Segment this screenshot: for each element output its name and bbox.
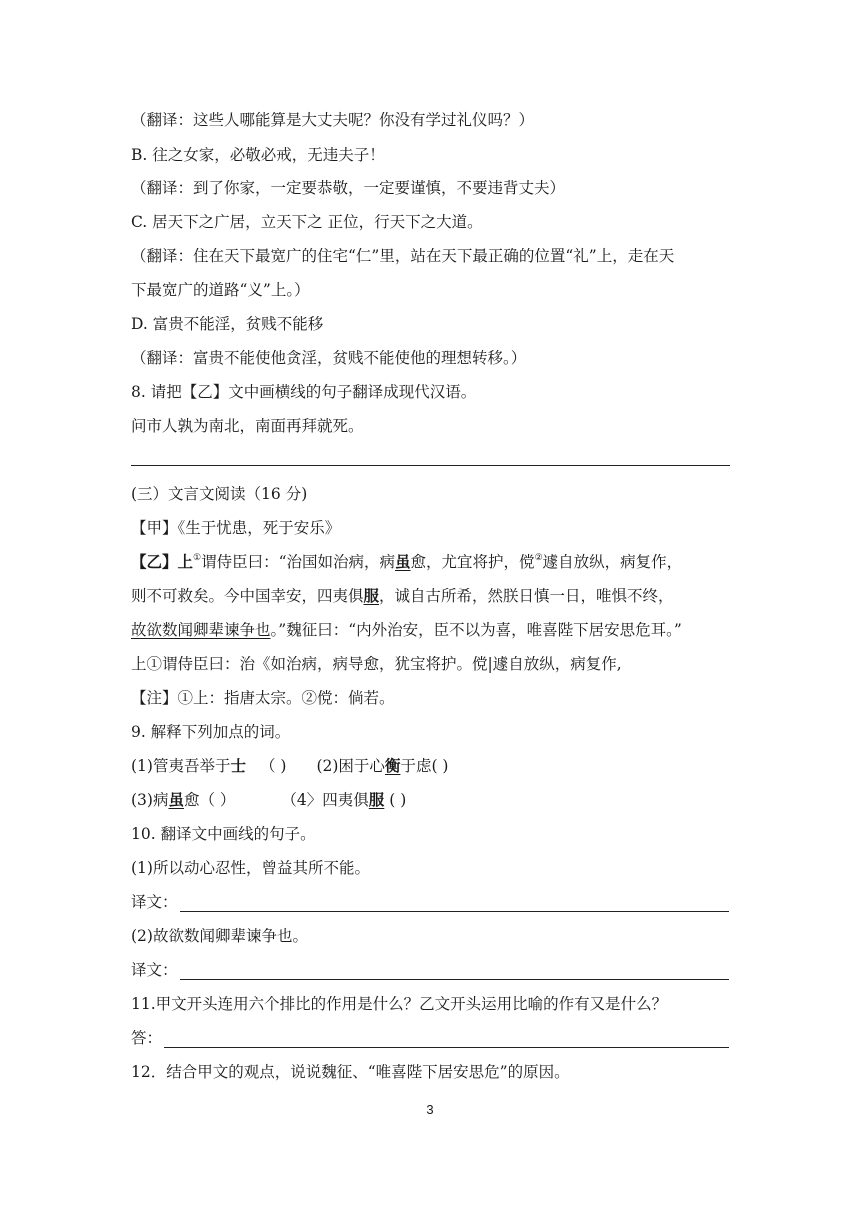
question-10-sub-1: (1)所以动心忍性，曾益其所不能。 <box>131 859 370 877</box>
question-8-sentence: 问市人孰为南北，南面再拜就死。 <box>131 417 364 435</box>
underlined-sentence: 故欲数闻卿辈谏争也 <box>131 621 271 639</box>
passage-text: 。”魏征曰：“内外治安，臣不以为喜，唯喜陛下居安思危耳。” <box>270 621 682 639</box>
question-11: 11.甲文开头连用六个排比的作用是什么？乙文开头运用比喻的作有又是什么？ <box>131 995 668 1013</box>
section-heading: (三）文言文阅读（16 分) <box>131 485 308 503</box>
answer-blank[interactable]: （ ) <box>259 757 287 775</box>
question-9-items <box>131 756 729 776</box>
dotted-word: 衡 <box>384 756 401 775</box>
passage-yi-line <box>131 552 729 575</box>
question-9-items <box>131 790 729 810</box>
question-8: 8. 请把【乙】文中画横线的句子翻译成现代汉语。 <box>131 383 477 401</box>
annotation-note: 【注】①上：指唐太宗。②傥：倘若。 <box>131 689 395 707</box>
question-9: 9. 解释下列加点的词。 <box>131 723 291 741</box>
answer-line[interactable] <box>180 965 729 980</box>
option-b: B. 往之女家，必敬必戒，无违夫子！ <box>131 146 385 164</box>
item-text: (2)困于心 <box>316 757 385 775</box>
translation-line: （翻译：到了你家，一定要恭敬，一定要谨慎，不要违背丈夫） <box>131 179 566 197</box>
translation-line: 下最宽广的道路“义”上。） <box>131 281 310 299</box>
option-c: C. 居天下之广居，立天下之 正位，行天下之大道。 <box>131 213 483 231</box>
dotted-word: 士 <box>230 756 246 775</box>
question-10: 10. 翻译文中画线的句子。 <box>131 825 316 843</box>
translation-answer-row <box>131 892 729 912</box>
dotted-word: 虽 <box>168 790 184 809</box>
answer-blank[interactable]: ( ) <box>384 791 407 809</box>
answer-label: 答： <box>131 1029 163 1047</box>
option-d: D. 富贵不能淫，贫贱不能移 <box>131 315 324 333</box>
answer-blank[interactable]: 于虑( ) <box>400 757 449 775</box>
passage-label: 【乙】上 <box>131 552 194 571</box>
dotted-word: 服 <box>368 790 385 809</box>
question-12: 12．结合甲文的观点，说说魏征、“唯喜陛下居安思危”的原因。 <box>131 1063 570 1081</box>
passage-text: 遽自放纵，病复作， <box>542 553 683 571</box>
dotted-word: 服 <box>363 586 380 605</box>
answer-row <box>131 1028 729 1048</box>
question-10-sub-2: (2)故欲数闻卿辈谏争也。 <box>131 927 308 945</box>
answer-blank[interactable]: 愈（ ） <box>183 791 236 809</box>
translation-line: （翻译：这些人哪能算是大丈夫呢？你没有学过礼仪吗？） <box>131 111 535 129</box>
passage-yi-line: 上①谓侍臣曰：治《如治病，病导愈，犹宝将护。傥|遽自放纵，病复作, <box>131 655 622 673</box>
translation-line: （翻译：富贵不能使他贪淫，贫贱不能使他的理想转移。） <box>131 349 527 367</box>
passage-text: 愈，尤宜将护，傥 <box>410 553 535 571</box>
answer-line[interactable] <box>131 465 730 466</box>
passage-jia-title: 【甲】《生于忧患，死于安乐》 <box>131 519 341 537</box>
answer-label: 译文： <box>131 893 178 911</box>
answer-label: 译文： <box>131 961 178 979</box>
item-text: (3)病 <box>131 791 169 809</box>
page-number: 3 <box>426 1102 434 1117</box>
passage-text: 谓侍臣曰：“治国如治病，病 <box>201 553 396 571</box>
dotted-word: 虽 <box>395 552 411 571</box>
answer-line[interactable] <box>180 897 729 912</box>
footnote-mark: ① <box>193 553 202 563</box>
passage-yi-line <box>131 620 729 640</box>
translation-answer-row <box>131 960 729 980</box>
item-text: (1)管夷吾举于 <box>131 757 231 775</box>
translation-line: （翻译：住在天下最宽广的住宅“仁”里，站在天下最正确的位置“礼”上，走在天 <box>131 247 675 265</box>
passage-yi-line <box>131 586 729 606</box>
item-text: （4〉四夷俱 <box>281 791 369 809</box>
passage-text: 则不可救矣。今中国幸安，四夷俱 <box>131 587 364 605</box>
passage-text: ，诚自古所希，然朕日慎一日，唯惧不终， <box>379 587 674 605</box>
footnote-mark: ② <box>534 553 543 563</box>
answer-line[interactable] <box>164 1033 729 1048</box>
